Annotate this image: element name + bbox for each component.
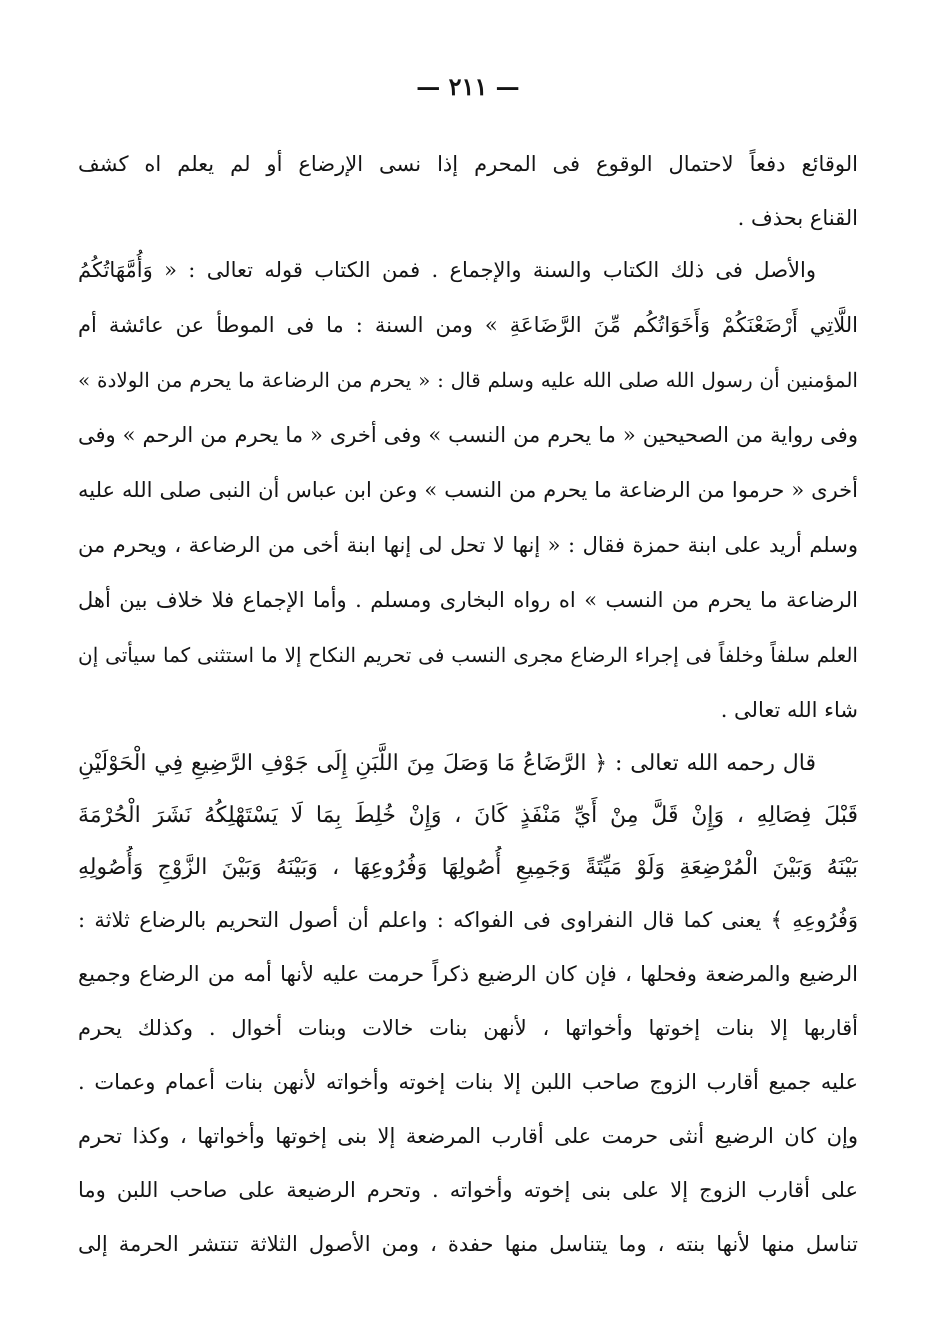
text-line: شاء الله تعالى . (720, 698, 858, 722)
text-line: المؤمنين أن رسول الله صلى الله عليه وسلم قال : « يحرم من الرضاعة ما يحرم من الولادة » (78, 368, 858, 392)
text-line: تناسل منها لأنها بنته ، وما يتناسل منها حفدة ، ومن الأصول الثلاثة تنتشر الحرمة إلى (78, 1232, 858, 1256)
text-line: والأصل فى ذلك الكتاب والسنة والإجماع . فمن الكتاب قوله تعالى : « وَأُمَّهَاتُكُمُ (78, 258, 816, 282)
text-line: الوقائع دفعاً لاحتمال الوقوع فى المحرم إذا نسى الإرضاع أو لم يعلم اه كشف (78, 152, 858, 176)
text-line: اللَّاتِي أَرْضَعْنَكُمْ وَأَخَوَاتُكُم مِّنَ الرَّضَاعَةِ » ومن السنة : ما فى الموطأ عن عائشة أم (78, 313, 858, 337)
text-line: وفى رواية من الصحيحين « ما يحرم من النسب » وفى أخرى « ما يحرم من الرحم » وفى (78, 423, 858, 447)
text-line: الرضاعة ما يحرم من النسب » اه رواه البخارى ومسلم . وأما الإجماع فلا خلاف بين أهل (78, 588, 858, 612)
text-line: بَيْنَهُ وَبَيْنَ الْمُرْضِعَةِ وَلَوْ مَيِّتَةً وَجَمِيعِ أُصُولِهَا وَفُرُوعِهَا ، وَبَيْنَهُ وَبَيْنَ الزَّوْجِ وَأُصُولِهِ (78, 855, 858, 880)
text-line: قال رحمه الله تعالى : ﴿ الرَّضَاعُ مَا وَصَلَ مِنَ اللَّبَنِ إِلَى جَوْفِ الرَّضِيعِ فِي الْحَوْلَيْنِ (78, 751, 816, 776)
text-line: العلم سلفاً وخلفاً فى إجراء الرضاع مجرى النسب فى تحريم النكاح إلا ما استثنى كما سيأتى إن (78, 643, 858, 667)
text-line: أقاربها إلا بنات إخوتها وأخواتها ، لأنهن بنات خالات وبنات أخوال . وكذلك يحرم (78, 1016, 858, 1040)
text-line: وسلم أريد على ابنة حمزة فقال : « إنها لا تحل لى إنها ابنة أخى من الرضاعة ، ويحرم من (78, 533, 858, 557)
text-line: الرضيع والمرضعة وفحلها ، فإن كان الرضيع ذكراً حرمت عليه لأنها أمه من الرضاع وجميع (78, 962, 858, 986)
text-line: على أقارب الزوج إلا على بنى إخوته وأخواته . وتحرم الرضيعة على صاحب اللبن وما (78, 1178, 858, 1202)
text-line: القناع بحذف . (737, 206, 858, 230)
text-line: وإن كان الرضيع أنثى حرمت على أقارب المرضعة إلا بنى إخوتها وأخواتها ، وكذا تحرم (78, 1124, 858, 1148)
text-line: قَبْلَ فِصَالِهِ ، وَإِنْ قَلَّ مِنْ أَيِّ مَنْفَذٍ كَانَ ، وَإِنْ خُلِطَ بِمَا لَا يَسْتَهْلِكُهُ نَشَرَ الْحُرْمَةَ (78, 803, 858, 828)
text-line: عليه جميع أقارب الزوج صاحب اللبن إلا بنات إخوته وأخواته لأنهن بنات أعمام وعمات . (78, 1070, 858, 1094)
text-line: وَفُرُوعِهِ ﴾ يعنى كما قال النفراوى فى الفواكه : واعلم أن أصول التحريم بالرضاع ثلاثة : (78, 908, 858, 932)
page-number: — ٢١١ — (416, 72, 520, 101)
text-line: أخرى « حرموا من الرضاعة ما يحرم من النسب » وعن ابن عباس أن النبى صلى الله عليه (78, 478, 858, 502)
